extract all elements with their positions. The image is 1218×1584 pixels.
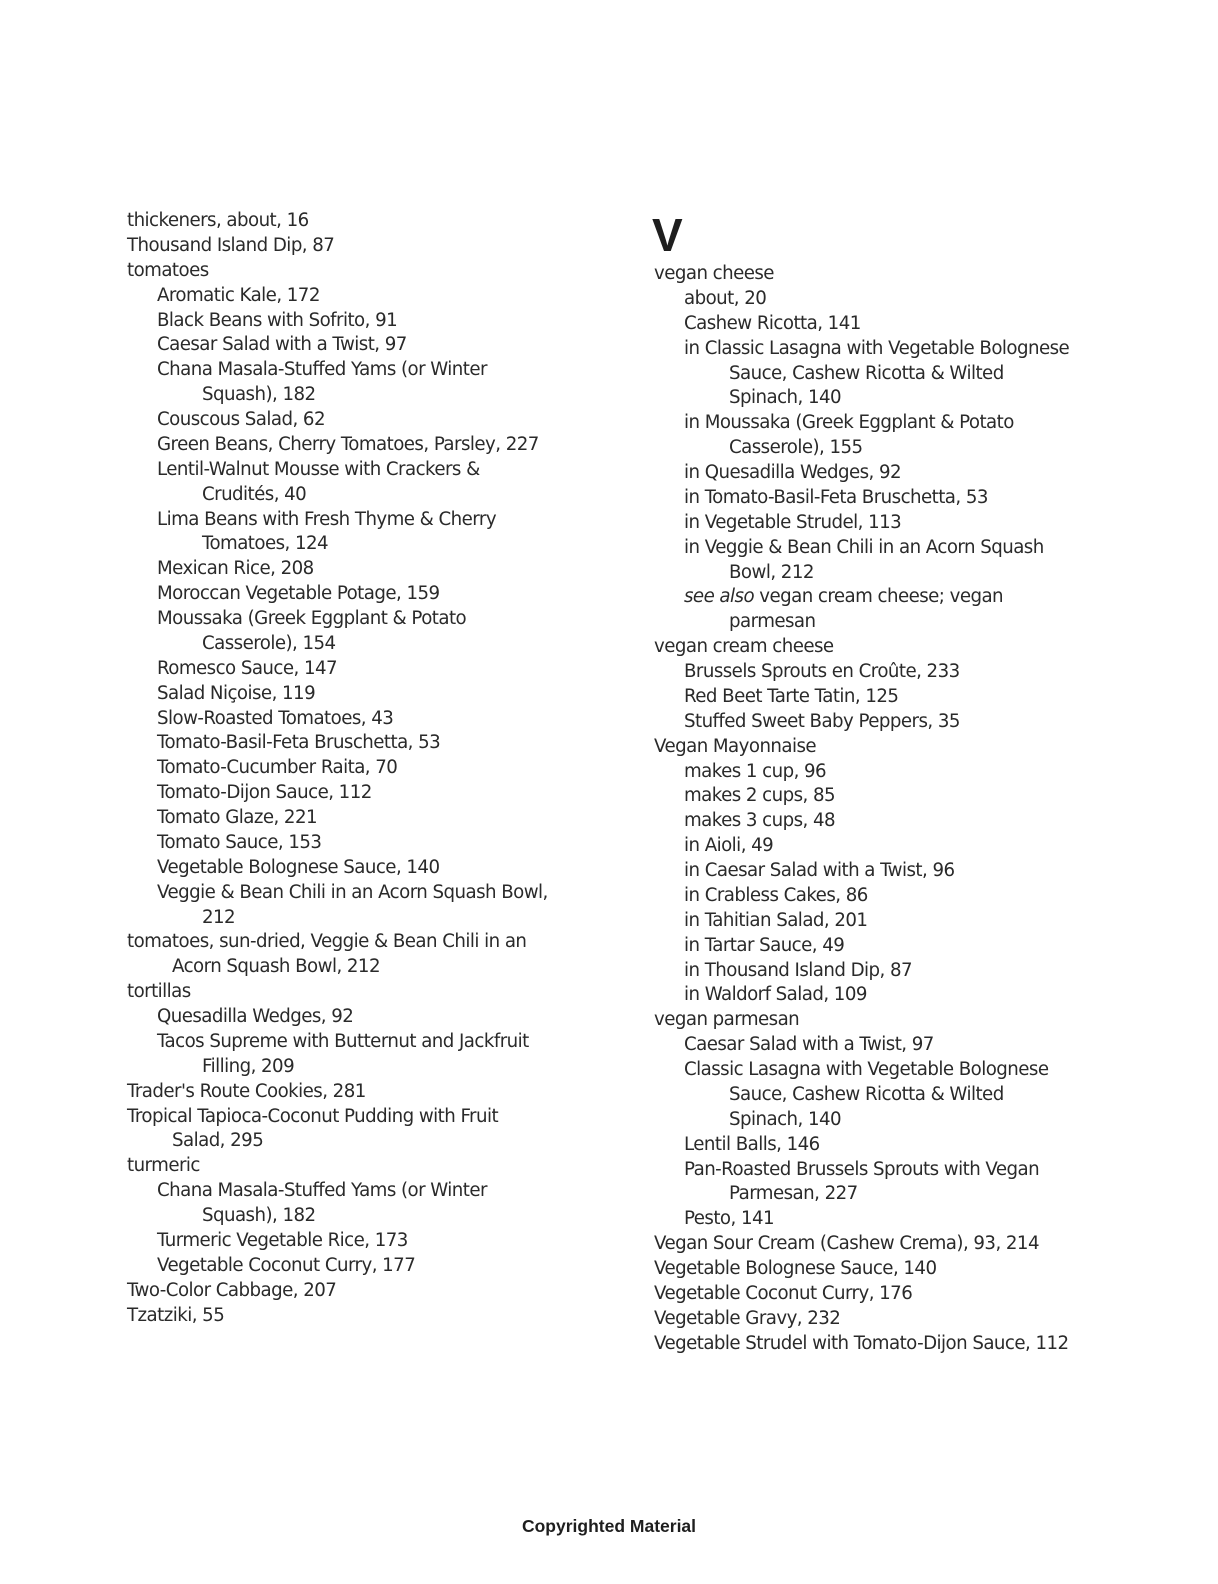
entry-text: Vegetable Coconut Curry, 177	[157, 1254, 416, 1276]
entry-continuation: Acorn Squash Bowl, 212	[172, 956, 380, 978]
index-subentry	[654, 660, 1124, 685]
index-subentry	[654, 685, 1124, 710]
entry-text: in Aioli, 49	[684, 835, 774, 857]
index-subentry	[127, 756, 597, 781]
entry-text: in Waldorf Salad, 109	[684, 984, 867, 1006]
index-subentry	[654, 411, 1124, 461]
entry-text: Lentil Balls, 146	[684, 1133, 820, 1155]
index-subentry	[654, 1133, 1124, 1158]
entry-text: Moussaka (Greek Eggplant & Potato	[157, 608, 467, 629]
index-subentry	[654, 486, 1124, 511]
index-subentry	[654, 834, 1124, 859]
index-subentry	[127, 333, 597, 358]
entry-continuation: Tomatoes, 124	[202, 533, 329, 555]
entry-text: Quesadilla Wedges, 92	[157, 1006, 354, 1027]
entry-text: in Vegetable Strudel, 113	[684, 511, 902, 533]
index-subentry	[654, 809, 1124, 834]
entry-text: Vegan Sour Cream (Cashew Crema), 93, 214	[654, 1233, 1039, 1255]
index-subentry	[127, 856, 597, 881]
entry-text: in Moussaka (Greek Eggplant & Potato	[684, 412, 1014, 434]
entry-text: Tomato-Cucumber Raita, 70	[157, 757, 398, 779]
index-subentry	[654, 312, 1124, 337]
index-subentry	[654, 1058, 1124, 1133]
entry-text: Slow-Roasted Tomatoes, 43	[157, 707, 394, 729]
index-entry	[127, 209, 597, 234]
entry-text: Black Beans with Sofrito, 91	[157, 309, 398, 331]
entry-text: Lima Beans with Fresh Thyme & Cherry	[157, 508, 497, 530]
index-entry	[654, 1232, 1124, 1257]
entry-continuation: Squash), 182	[202, 1205, 316, 1226]
entry-continuation: Sauce, Cashew Ricotta & Wilted	[729, 362, 1004, 384]
index-subentry	[654, 784, 1124, 809]
copyright-footer: Copyrighted Material	[521, 1516, 697, 1536]
index-entry	[127, 1105, 597, 1155]
index-entries-right	[654, 262, 1124, 1357]
index-column-right	[654, 209, 1124, 1357]
entry-text: in Caesar Salad with a Twist, 96	[684, 860, 955, 881]
index-subentry	[654, 934, 1124, 959]
entry-text: in Tahitian Salad, 201	[684, 909, 868, 931]
entry-text: Lentil-Walnut Mousse with Crackers &	[157, 458, 480, 480]
index-entry	[127, 980, 597, 1005]
index-subentry	[127, 284, 597, 309]
index-subentry	[654, 511, 1124, 536]
entry-text: turmeric	[127, 1155, 200, 1177]
index-subentry	[127, 508, 597, 558]
entry-text: Vegetable Bolognese Sauce, 140	[654, 1258, 937, 1279]
index-subentry	[127, 831, 597, 856]
entry-text: Caesar Salad with a Twist, 97	[684, 1034, 934, 1056]
entry-text: Brussels Sprouts en Croûte, 233	[684, 661, 960, 682]
entry-continuation: Casserole), 154	[202, 632, 336, 654]
entry-text: Tzatziki, 55	[127, 1304, 225, 1326]
entry-text: Vegetable Strudel with Tomato-Dijon Sauce, 112	[654, 1332, 1069, 1354]
index-subentry	[127, 881, 597, 931]
entry-continuation: Casserole), 155	[729, 437, 863, 459]
index-subentry	[654, 337, 1124, 412]
see-also-label: see also	[684, 586, 755, 608]
entry-text: about, 20	[684, 287, 767, 309]
entry-continuation: Spinach, 140	[729, 387, 842, 409]
entry-continuation: Parmesan, 227	[729, 1183, 858, 1205]
entry-text: Mexican Rice, 208	[157, 558, 314, 580]
entry-text: Vegetable Gravy, 232	[654, 1307, 841, 1329]
entry-text: tomatoes	[127, 259, 209, 281]
index-entry	[654, 635, 1124, 660]
entry-continuation: Salad, 295	[172, 1130, 264, 1152]
entry-text: Salad Niçoise, 119	[157, 682, 316, 704]
index-subentry	[654, 859, 1124, 884]
entry-continuation: Squash), 182	[202, 384, 316, 406]
entry-text: in Tomato-Basil-Feta Bruschetta, 53	[684, 486, 988, 508]
index-subentry	[127, 309, 597, 334]
entry-text: thickeners, about, 16	[127, 210, 309, 231]
entry-text: tortillas	[127, 981, 191, 1003]
entry-text: Vegan Mayonnaise	[654, 735, 817, 757]
entry-text: Two-Color Cabbage, 207	[127, 1279, 337, 1301]
entry-text: vegan cheese	[654, 263, 774, 284]
entry-text: Aromatic Kale, 172	[157, 284, 320, 306]
index-subentry	[127, 731, 597, 756]
index-subentry	[654, 760, 1124, 785]
entry-text: Tropical Tapioca-Coconut Pudding with Fruit	[127, 1105, 499, 1127]
index-entry	[127, 1279, 597, 1304]
index-subentry	[654, 710, 1124, 735]
index-entry	[654, 262, 1124, 287]
entry-text: Trader's Route Cookies, 281	[127, 1080, 366, 1102]
index-subentry	[127, 781, 597, 806]
index-subentry	[127, 806, 597, 831]
entry-text: Thousand Island Dip, 87	[127, 234, 335, 256]
index-subentry	[127, 1229, 597, 1254]
entry-text: Chana Masala-Stuffed Yams (or Winter	[157, 1180, 487, 1202]
index-subentry	[127, 1030, 597, 1080]
index-subentry	[654, 983, 1124, 1008]
entry-text: in Classic Lasagna with Vegetable Bolognese	[684, 337, 1070, 359]
entry-text: Tomato-Basil-Feta Bruschetta, 53	[157, 732, 441, 754]
index-subentry	[654, 1207, 1124, 1232]
index-subentry	[127, 657, 597, 682]
entry-text: makes 1 cup, 96	[684, 760, 827, 782]
index-subentry	[654, 461, 1124, 486]
index-subentry	[127, 408, 597, 433]
index-subentry	[127, 557, 597, 582]
index-subentry	[654, 585, 1124, 635]
index-subentry	[127, 458, 597, 508]
entry-continuation: Sauce, Cashew Ricotta & Wilted	[729, 1083, 1004, 1105]
entry-text: Vegetable Bolognese Sauce, 140	[157, 856, 440, 878]
entry-continuation: 212	[202, 906, 236, 928]
entry-text: in Thousand Island Dip, 87	[684, 959, 913, 981]
entry-text: vegan parmesan	[654, 1009, 800, 1031]
index-subentry	[654, 287, 1124, 312]
index-subentry	[127, 682, 597, 707]
entry-text: Tomato Glaze, 221	[157, 807, 318, 828]
entry-text: Caesar Salad with a Twist, 97	[157, 334, 407, 356]
index-subentry	[127, 1254, 597, 1279]
index-entry	[127, 234, 597, 259]
entry-text: Romesco Sauce, 147	[157, 657, 338, 679]
entry-text: Turmeric Vegetable Rice, 173	[157, 1229, 408, 1251]
index-subentry	[127, 358, 597, 408]
entry-text: Couscous Salad, 62	[157, 409, 325, 430]
index-entry	[127, 1304, 597, 1329]
entry-continuation: Filling, 209	[202, 1055, 295, 1077]
index-entry	[127, 1080, 597, 1105]
entry-text: Moroccan Vegetable Potage, 159	[157, 583, 440, 605]
entry-continuation: Spinach, 140	[729, 1108, 842, 1130]
index-subentry	[127, 433, 597, 458]
entry-text: in Veggie & Bean Chili in an Acorn Squash	[684, 536, 1044, 558]
entry-text: Pesto, 141	[684, 1208, 775, 1230]
entry-text: Tomato Sauce, 153	[157, 831, 322, 853]
entry-text: Vegetable Coconut Curry, 176	[654, 1282, 913, 1304]
entry-text: Tomato-Dijon Sauce, 112	[157, 782, 372, 804]
entry-text: vegan cream cheese; vegan	[754, 586, 1004, 608]
entry-text: Cashew Ricotta, 141	[684, 312, 861, 334]
entry-text: Classic Lasagna with Vegetable Bolognese	[684, 1059, 1049, 1080]
entry-text: tomatoes, sun-dried, Veggie & Bean Chili in an	[127, 931, 527, 953]
entry-continuation: Crudités, 40	[202, 483, 307, 505]
index-subentry	[127, 707, 597, 732]
entry-text: vegan cream cheese	[654, 636, 834, 658]
index-subentry	[654, 536, 1124, 586]
entry-text: Red Beet Tarte Tatin, 125	[684, 685, 899, 707]
entry-text: Stuffed Sweet Baby Peppers, 35	[684, 710, 960, 732]
entry-text: in Quesadilla Wedges, 92	[684, 462, 902, 483]
entry-continuation: Bowl, 212	[729, 561, 814, 583]
section-letter-heading: V	[652, 209, 683, 261]
index-subentry	[127, 1179, 597, 1229]
index-subentry	[654, 884, 1124, 909]
index-entry	[654, 1307, 1124, 1332]
index-subentry	[654, 909, 1124, 934]
index-subentry	[654, 1033, 1124, 1058]
entry-text: in Tartar Sauce, 49	[684, 934, 845, 956]
entry-continuation: parmesan	[729, 611, 816, 633]
entry-text: makes 2 cups, 85	[684, 785, 835, 807]
entry-text: makes 3 cups, 48	[684, 810, 835, 832]
index-entry	[127, 1154, 597, 1179]
index-subentry	[654, 1158, 1124, 1208]
index-entry	[654, 1257, 1124, 1282]
index-subentry	[127, 1005, 597, 1030]
entry-text: Veggie & Bean Chili in an Acorn Squash Bowl,	[157, 881, 548, 903]
index-entry	[127, 930, 597, 980]
index-subentry	[127, 607, 597, 657]
entry-text: Pan-Roasted Brussels Sprouts with Vegan	[684, 1158, 1040, 1180]
entry-text: Chana Masala-Stuffed Yams (or Winter	[157, 359, 487, 381]
index-subentry	[127, 582, 597, 607]
entry-text: in Crabless Cakes, 86	[684, 884, 868, 906]
entry-text: Green Beans, Cherry Tomatoes, Parsley, 227	[157, 433, 539, 455]
index-entry	[654, 1332, 1124, 1357]
index-entry	[127, 259, 597, 284]
entry-text: Tacos Supreme with Butternut and Jackfruit	[157, 1030, 529, 1052]
index-column-left	[127, 209, 597, 1328]
index-subentry	[654, 959, 1124, 984]
index-entry	[654, 735, 1124, 760]
index-entry	[654, 1282, 1124, 1307]
index-entry	[654, 1008, 1124, 1033]
